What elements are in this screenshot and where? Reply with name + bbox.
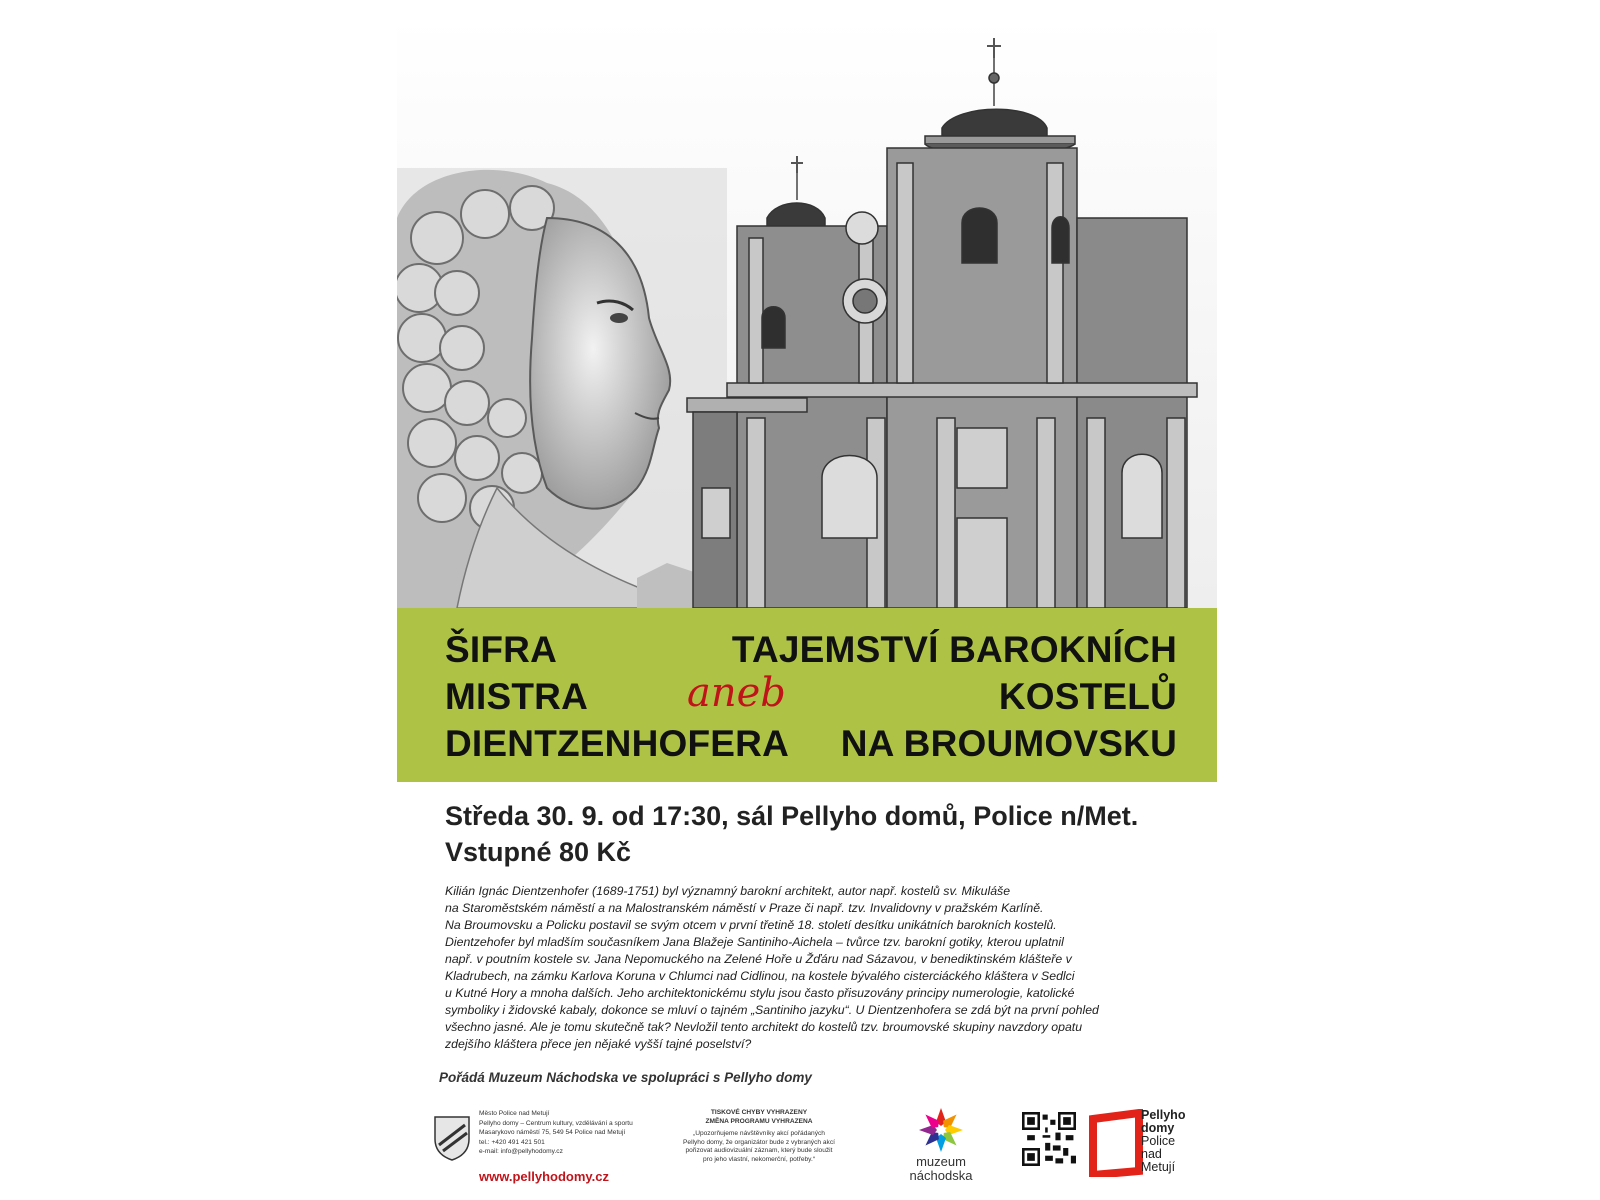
pelly-line: Police: [1141, 1134, 1176, 1148]
notice-heading: TISKOVÉ CHYBY VYHRAZENY: [710, 1109, 808, 1116]
pelly-line: Pellyho: [1141, 1108, 1186, 1122]
city-line: Pellyho domy – Centrum kultury, vzdělávání a sportu: [479, 1119, 633, 1127]
description-line: Kilián Ignác Dientzenhofer (1689-1751) byl významný barokní architekt, autor např. kostelů sv. Mikuláše: [445, 884, 1011, 898]
description-line: Dientzehofer byl mladším současníkem Jana Blažeje Santiniho-Aichela – tvůrce tzv. barokní gotiky, kterou uplatnil: [445, 935, 1064, 949]
illustration: [397, 18, 1217, 608]
pelly-line: nad: [1141, 1147, 1162, 1161]
pellyho-domy-logo-icon: [1087, 1109, 1149, 1177]
notice-line: Pellyho domy, že organizátor bude z vybraných akcí: [683, 1138, 835, 1146]
organizer-note: Pořádá Muzeum Náchodska ve spolupráci s Pellyho domy: [439, 1070, 812, 1085]
event-admission: Vstupné 80 Kč: [445, 837, 632, 867]
description-line: zdejšího kláštera přece jen nějaké vyšší tajné poselství?: [445, 1037, 752, 1051]
event-date-place: Středa 30. 9. od 17:30, sál Pellyho domů, Police n/Met.: [445, 801, 1139, 831]
title-connector: aneb: [687, 670, 786, 716]
event-info: [445, 798, 1138, 870]
pelly-line: domy: [1141, 1121, 1175, 1135]
website-link[interactable]: www.pellyhodomy.cz: [479, 1169, 610, 1184]
title-right-line-2: KOSTELŮ: [998, 676, 1177, 717]
description: [445, 883, 1185, 1053]
notice-heading: ZMĚNA PROGRAMU VYHRAZENA: [705, 1117, 813, 1125]
title-right-line-3: NA BROUMOVSKU: [840, 723, 1177, 764]
description-line: u Kutné Hory a mnoha dalších. Jeho architektonickému stylu jsou často přisuzovány principy numerologie, katolické: [445, 986, 1075, 1000]
city-line: tel.: +420 491 421 501: [479, 1138, 545, 1146]
notice-line: „Upozorňujeme návštěvníky akcí pořádaných: [693, 1130, 825, 1137]
qr-code-icon[interactable]: [1022, 1112, 1076, 1166]
title-left-line-3: DIENTZENHOFERA: [445, 723, 790, 764]
title-band: [397, 608, 1217, 782]
description-line: všechno jasné. Ale je tomu skutečně tak? Nevložil tento architekt do kostelů tzv. broumovské skupiny navzdory opatu: [445, 1020, 1083, 1034]
print-notice: [659, 1109, 859, 1164]
city-line: e-mail: info@pellyhodomy.cz: [479, 1148, 563, 1155]
description-line: např. v poutním kostele sv. Jana Nepomuckého na Zelené Hoře u Žďáru nad Sázavou, v benediktinském klášteře v: [445, 952, 1072, 966]
museum-name-2: náchodska: [909, 1168, 973, 1183]
pelly-line: Metují: [1141, 1160, 1176, 1174]
museum-logo: [891, 1105, 991, 1183]
description-line: na Staroměstském náměstí a na Malostranském náměstí v Praze či např. tzv. Invalidovny v pražském Karlíně.: [445, 901, 1044, 915]
city-address: [479, 1109, 633, 1157]
notice-line: pro jeho vlastní, nekomerční, potřeby.“: [702, 1155, 816, 1163]
description-line: Na Broumovsku a Policku postavil se svým otcem v první třetině 18. století desítku unikátních barokních kostelů.: [445, 918, 1057, 932]
notice-line: pořizovat audiovizuální záznam, který bude sloužit: [685, 1147, 833, 1154]
museum-name-1: muzeum: [916, 1154, 966, 1169]
museum-star-icon: [916, 1105, 966, 1155]
title-left-line-2: MISTRA: [445, 676, 589, 717]
poster: [397, 0, 1217, 1200]
city-line: Město Police nad Metují: [479, 1110, 550, 1117]
title-right: [732, 626, 1177, 767]
pellyho-domy-wordmark: [1141, 1109, 1185, 1174]
city-line: Masarykovo náměstí 75, 549 54 Police nad Metují: [479, 1129, 626, 1136]
title-left-line-1: ŠIFRA: [445, 629, 557, 670]
description-line: symboliky i židovské kabaly, dokonce se mluví o tajném „Santiniho jazyku“. U Dientzenhofera se zdá být na první pohled: [445, 1003, 1099, 1017]
city-crest-icon: [433, 1115, 471, 1161]
footer: [397, 1105, 1217, 1195]
description-line: Kladrubech, na zámku Karlova Koruna v Chlumci nad Cidlinou, na kostele bývalého cisterciáckého kláštera v Sedlci: [445, 969, 1075, 983]
title-right-line-1: TAJEMSTVÍ BAROKNÍCH: [731, 629, 1177, 670]
